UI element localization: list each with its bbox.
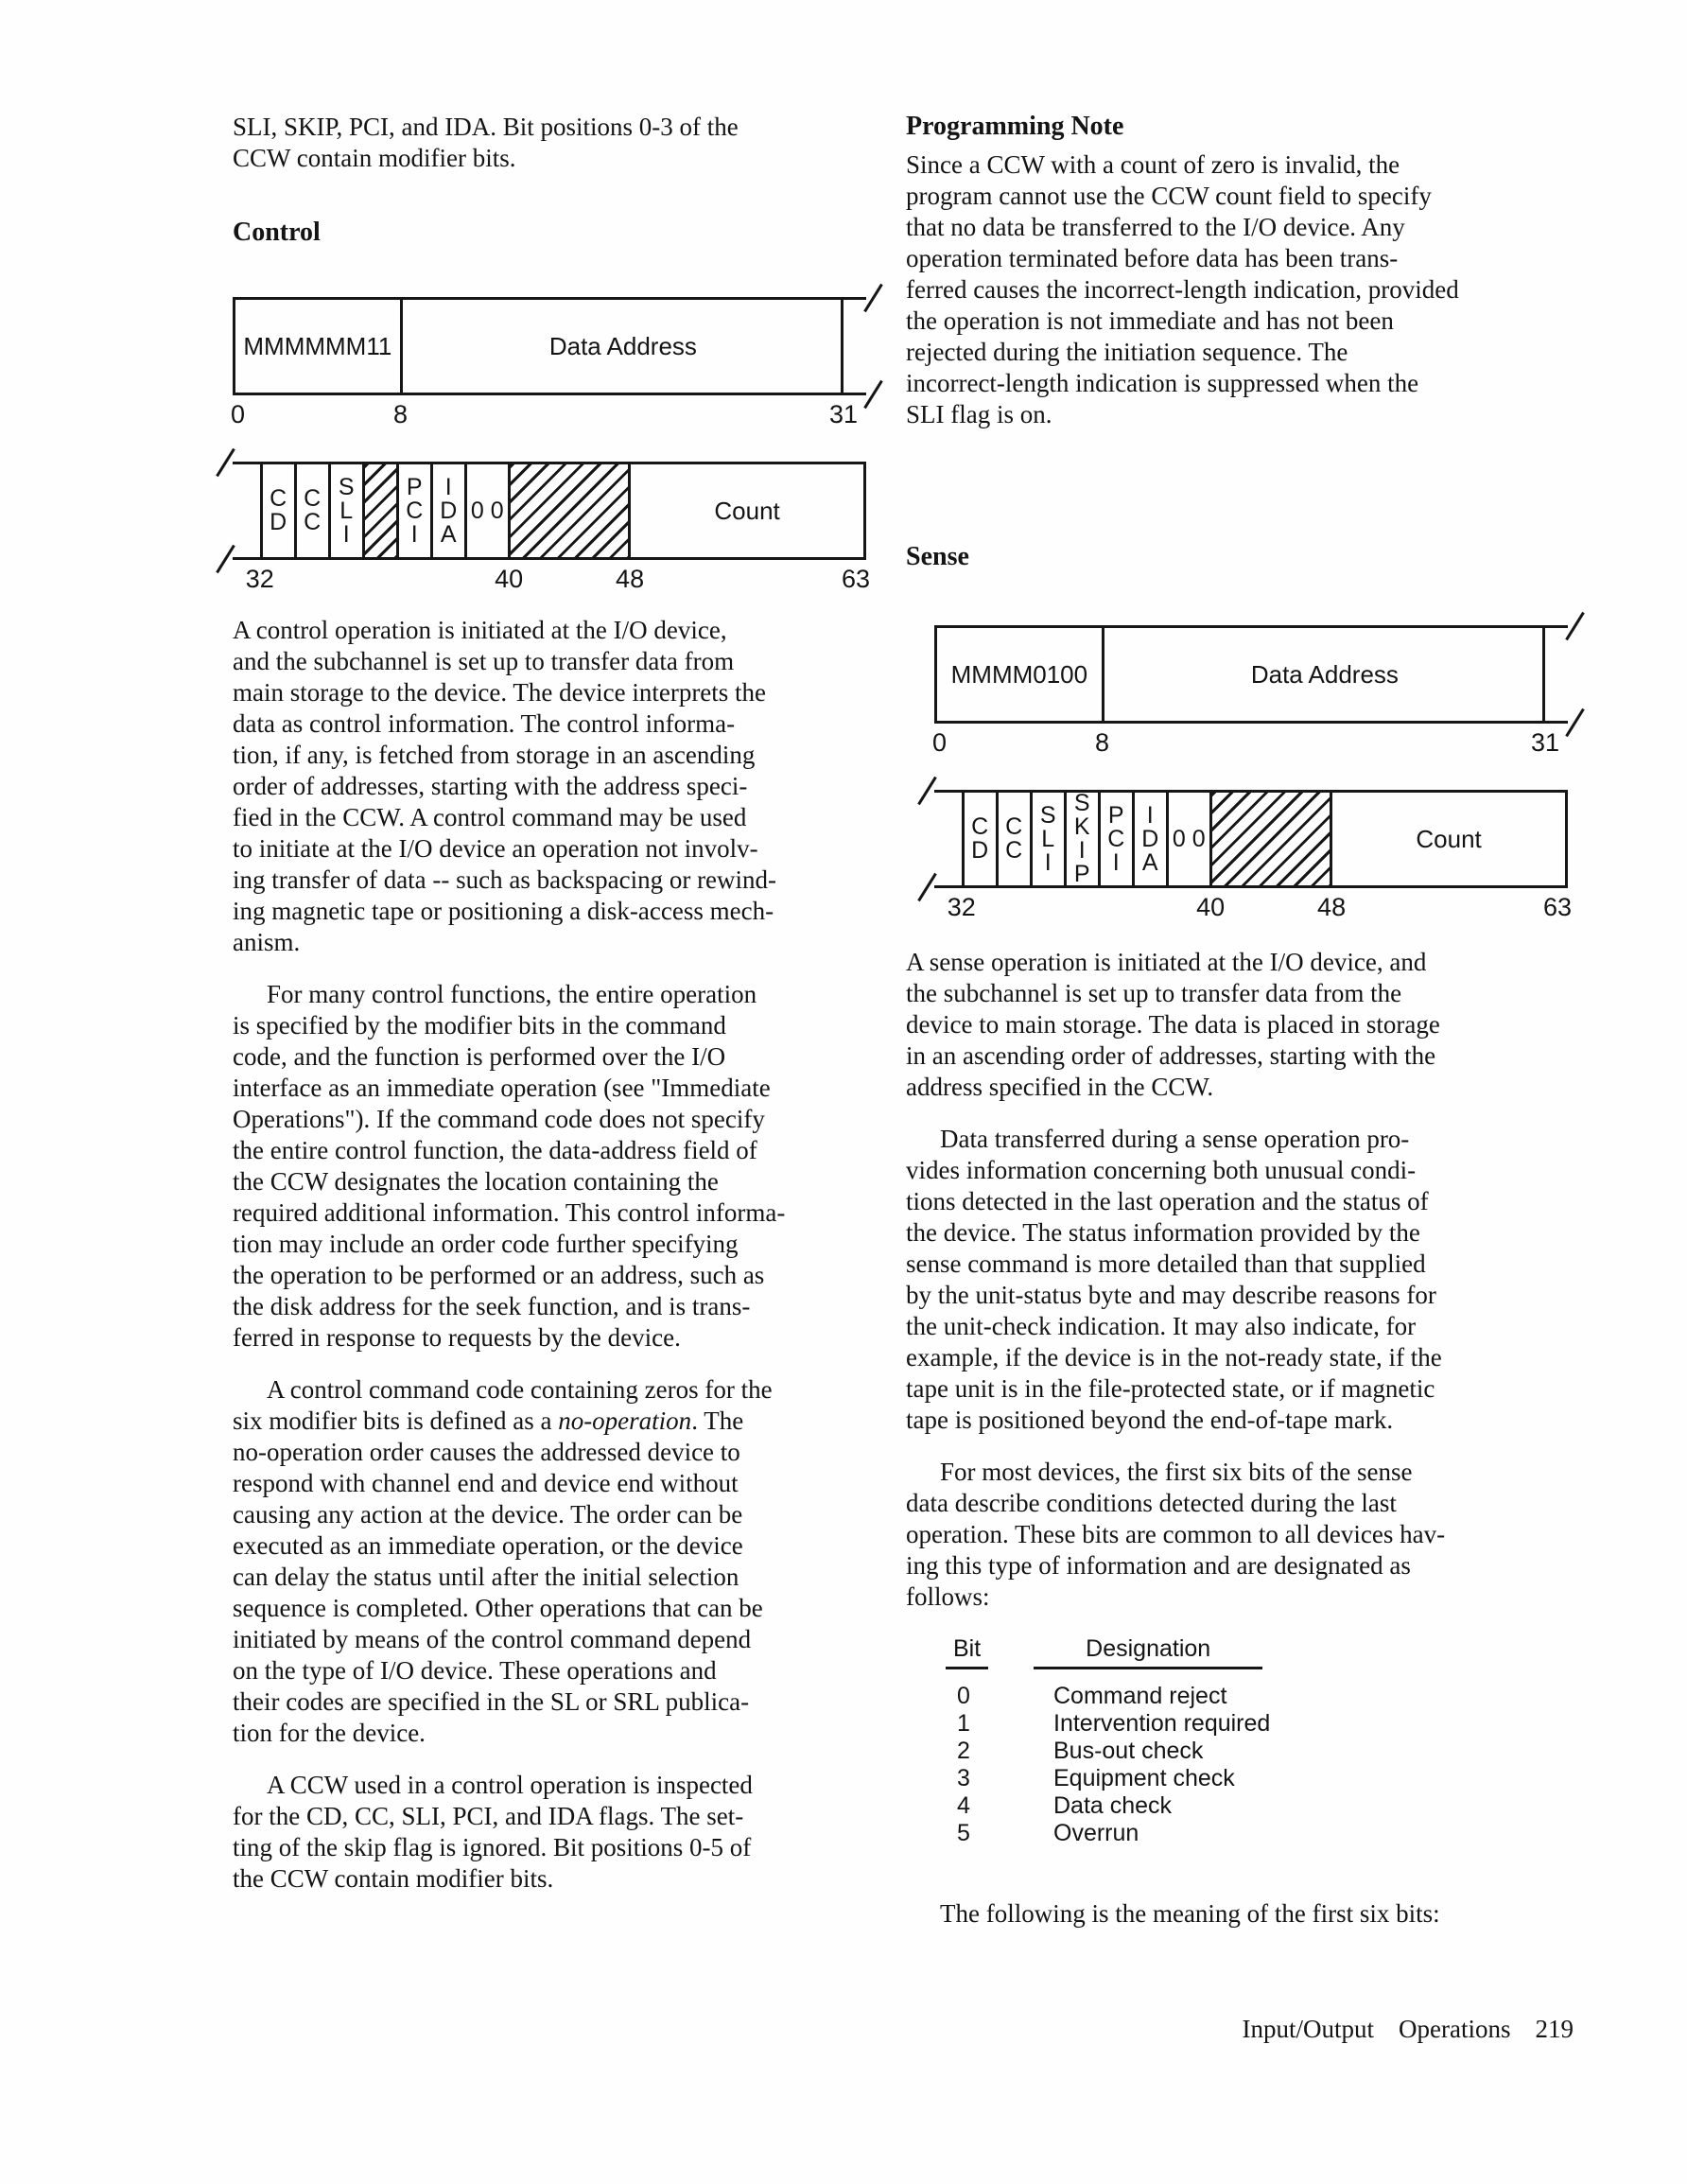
bit-ruler: [934, 724, 1568, 758]
data-address-field: Data Address: [1250, 659, 1399, 689]
skip-flag-cell: S K I P: [1064, 793, 1098, 885]
sense-word1-box: [934, 625, 1568, 724]
sense-heading: Sense: [906, 542, 969, 571]
sense-paragraph-3: For most devices, the first six bits of the sense data describe conditions detected during the last operation. These bits are common to all devices hav- ing this type of information and are designated as follows:: [906, 1458, 1446, 1611]
ida-flag-cell: I D A: [1132, 793, 1166, 885]
designation-column-header: Designation: [1034, 1635, 1262, 1669]
right-column: [906, 112, 1574, 1930]
control-paragraph-3: [233, 1374, 895, 1749]
bit-label: 8: [393, 400, 409, 428]
cd-flag-cell: C D: [260, 464, 294, 557]
programming-note-heading: Programming Note: [906, 112, 1124, 141]
word-end-line: [841, 297, 844, 395]
continuation-slash-icon: [863, 380, 883, 409]
bit-designation: Equipment check: [1053, 1765, 1235, 1791]
paragraph-text: . The no-operation order causes the addressed device to respond with channel end and device end without causing any action at the device. The order can be executed as an immediate operation, or the device can delay the status until after the initial selection sequence is completed. Other operations that can be initiated by means of the control command depend on the type of I/O device. These operations and their codes are specified in the SL or SRL publica- tion for the device.: [233, 1406, 763, 1747]
reserved-bits-cell: [508, 464, 628, 557]
control-word2-box: [233, 462, 866, 560]
bit-number: 2: [957, 1738, 970, 1764]
table-row: [906, 1683, 1574, 1710]
pci-flag-cell: P C I: [1098, 793, 1132, 885]
sense-paragraph-1: A sense operation is initiated at the I/O device, and the subchannel is set up to transfer data from the device to main storage. The data is placed in storage in an ascending order of addresses, starting with the address specified in the CCW.: [906, 948, 1440, 1101]
continuation-gap: [233, 464, 260, 557]
bit-label: 32: [947, 893, 976, 921]
bit-designation: Overrun: [1053, 1820, 1139, 1846]
bit-label: 40: [495, 565, 524, 593]
bit-label: 63: [1542, 893, 1572, 921]
sense-word2-box: [934, 790, 1568, 888]
bit-designation: Bus-out check: [1053, 1738, 1204, 1764]
page-number: 219: [1535, 2015, 1574, 2043]
bit-ruler: [233, 395, 866, 429]
cc-flag-cell: C C: [294, 464, 328, 557]
sense-word2-diagram: [934, 790, 1572, 922]
bit-label: 40: [1196, 893, 1226, 921]
sense-paragraph-2: Data transferred during a sense operation pro- vides information concerning both unusual condi- tions detected in the last operation and the status of the device. The status information provided by the sense command is more detailed than that supplied by the unit-status byte and may describe reasons for the unit-check indication. It may also indicate, for example, if the device is in the not-ready state, if the tape unit is in the file-protected state, or if magnetic tape is positioned beyond the end-of-tape mark.: [906, 1125, 1442, 1434]
continuation-slash-icon: [1565, 612, 1585, 640]
left-column: [233, 112, 895, 1895]
reserved-bits-cell: [1209, 793, 1330, 885]
intro-paragraph: SLI, SKIP, PCI, and IDA. Bit positions 0-3 of the CCW contain modifier bits.: [233, 113, 739, 172]
control-word1-diagram: [233, 297, 866, 429]
ignored-skip-bit-cell: [362, 464, 396, 557]
table-row: [906, 1710, 1574, 1738]
control-paragraph-2: For many control functions, the entire operation is specified by the modifier bits in the command code, and the function is performed over the I/O interface as an immediate operation (see "Immediate Operations"). If the command code does not specify the entire control function, the data-address field of the CCW designates the location containing the required additional information. This control informa- tion may include an order code further specifying the operation to be performed or an address, such as the disk address for the seek function, and is trans- ferred in response to requests by the device.: [233, 980, 786, 1352]
bit-designation: Intervention required: [1053, 1710, 1271, 1737]
continuation-slash-icon: [863, 284, 883, 312]
bit-number: 3: [957, 1765, 970, 1791]
table-row: [906, 1820, 1574, 1847]
cd-flag-cell: C D: [962, 793, 996, 885]
sense-word1-diagram: [934, 625, 1568, 758]
bit-ruler: [233, 560, 870, 594]
bit-number: 4: [957, 1792, 970, 1819]
bit-number: 0: [957, 1683, 970, 1709]
word-end-line: [1542, 625, 1545, 724]
count-field: Count: [1330, 793, 1565, 885]
bit-column-header: Bit: [946, 1635, 988, 1669]
control-paragraph-1: A control operation is initiated at the I/O device, and the subchannel is set up to transfer data from main storage to the device. The device interprets the data as control information. The control informa- tion, if any, is fetched from storage in an ascending order of addresses, starting with the address speci- fied in the CCW. A control command may be used to initiate at the I/O device an operation not involv- ing transfer of data -- such as backspacing or rewind- ing magnetic tape or positioning a disk-access mech- anism.: [233, 616, 777, 956]
footer-section: Input/Output: [1242, 2015, 1375, 2043]
zero-bits-cell: 0 0: [464, 464, 508, 557]
sli-flag-cell: S L I: [1030, 793, 1064, 885]
zero-bits-cell: 0 0: [1166, 793, 1209, 885]
bit-number: 1: [957, 1710, 970, 1737]
bit-label: 63: [841, 565, 870, 593]
continuation-slash-icon: [1565, 708, 1585, 737]
page-footer: [906, 2015, 1574, 2044]
control-word2-diagram: [233, 462, 870, 594]
table-row: [906, 1792, 1574, 1820]
bit-ruler: [934, 888, 1572, 922]
sense-bit-table: [906, 1635, 1574, 1847]
sense-paragraph-4: The following is the meaning of the first six bits:: [940, 1899, 1440, 1928]
bit-label: 31: [828, 400, 859, 428]
bit-designation: Command reject: [1053, 1683, 1227, 1709]
control-heading: Control: [233, 218, 321, 247]
bit-number: 5: [957, 1820, 970, 1846]
data-address-field: Data Address: [548, 331, 697, 360]
bit-label: 8: [1095, 728, 1110, 757]
table-header-row: [906, 1635, 1574, 1669]
no-operation-term: no-operation: [558, 1406, 692, 1435]
bit-label: 32: [245, 565, 274, 593]
ida-flag-cell: I D A: [430, 464, 464, 557]
table-row: [906, 1738, 1574, 1765]
bit-label: 0: [932, 728, 948, 757]
programming-note-body: Since a CCW with a count of zero is invalid, the program cannot use the CCW count field to specify that no data be transferred to the I/O device. Any operation terminated before data has been trans- ferred causes the incorrect-length indication, provided the operation is not immediate and has not been rejected during the initiation sequence. The incorrect-length indication is suppressed when the SLI flag is on.: [906, 150, 1459, 428]
continuation-gap: [934, 793, 962, 885]
bit-label: 0: [231, 400, 246, 428]
table-row: [906, 1765, 1574, 1792]
bit-label: 48: [1317, 893, 1347, 921]
pci-flag-cell: P C I: [396, 464, 430, 557]
footer-chapter: Operations: [1399, 2015, 1511, 2043]
bit-designation: Data check: [1053, 1792, 1173, 1819]
paragraph-text: A control command code containing zeros for the six modifier bits is defined as a: [233, 1375, 773, 1435]
command-code-field: MMMMMM11: [235, 300, 403, 393]
command-code-field: MMMM0100: [937, 628, 1104, 721]
cc-flag-cell: C C: [996, 793, 1030, 885]
control-paragraph-4: A CCW used in a control operation is inspected for the CD, CC, SLI, PCI, and IDA flags. The set- ting of the skip flag is ignored. Bit positions 0-5 of the CCW contain modifier bits.: [233, 1771, 753, 1893]
bit-label: 48: [616, 565, 645, 593]
count-field: Count: [628, 464, 863, 557]
bit-label: 31: [1530, 728, 1560, 757]
sli-flag-cell: S L I: [328, 464, 362, 557]
control-word1-box: [233, 297, 866, 395]
